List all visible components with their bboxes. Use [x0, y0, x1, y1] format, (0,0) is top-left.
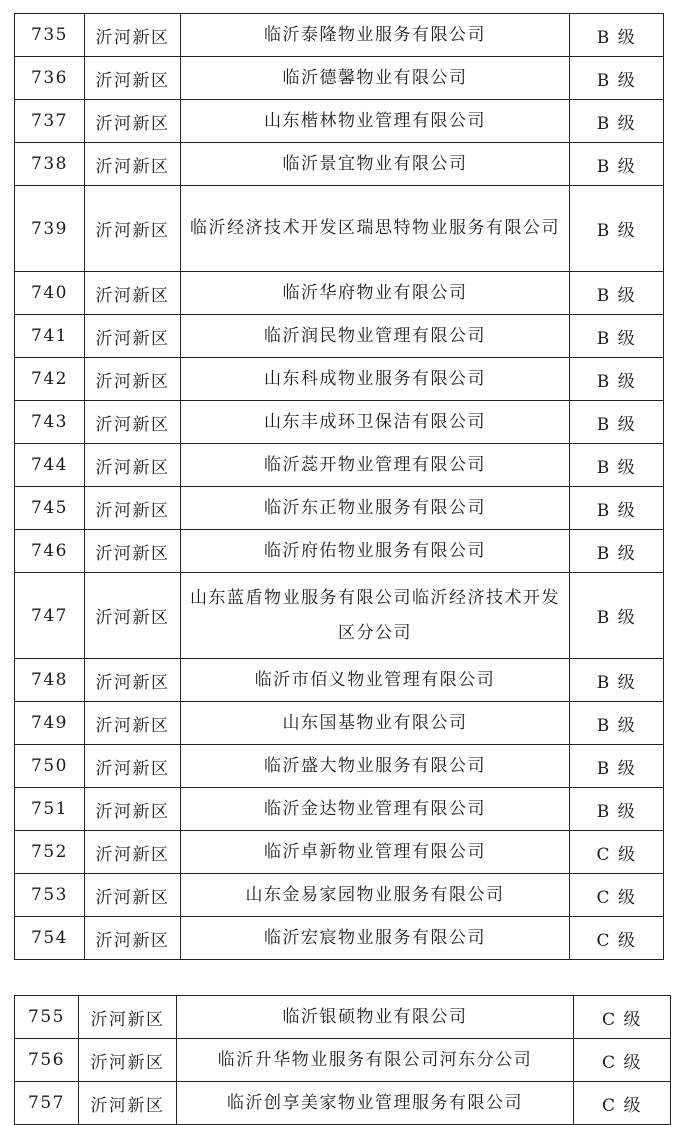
grade-cell: B 级 — [570, 315, 664, 358]
grade-cell: B 级 — [570, 358, 664, 401]
table-row — [15, 1039, 671, 1082]
table-row — [15, 100, 664, 143]
district-cell: 沂河新区 — [79, 996, 177, 1039]
grade-cell: B 级 — [570, 401, 664, 444]
row-number: 736 — [15, 57, 85, 100]
row-number: 738 — [15, 143, 85, 186]
table-row — [15, 874, 664, 917]
district-cell: 沂河新区 — [85, 573, 181, 659]
table-row — [15, 401, 664, 444]
district-cell: 沂河新区 — [85, 788, 181, 831]
company-name-cell: 临沂宏宸物业服务有限公司 — [181, 917, 570, 960]
table-row — [15, 788, 664, 831]
district-cell: 沂河新区 — [85, 143, 181, 186]
table-row — [15, 57, 664, 100]
row-number: 737 — [15, 100, 85, 143]
grade-cell: C 级 — [570, 917, 664, 960]
district-cell: 沂河新区 — [85, 702, 181, 745]
grade-cell: C 级 — [570, 831, 664, 874]
district-cell: 沂河新区 — [85, 917, 181, 960]
district-cell: 沂河新区 — [85, 358, 181, 401]
grade-cell: B 级 — [570, 143, 664, 186]
district-cell: 沂河新区 — [79, 1039, 177, 1082]
table-row — [15, 186, 664, 272]
company-name-cell: 临沂府佑物业服务有限公司 — [181, 530, 570, 573]
company-name-cell: 山东楷林物业管理有限公司 — [181, 100, 570, 143]
grade-cell: B 级 — [570, 272, 664, 315]
company-name-cell: 山东国基物业有限公司 — [181, 702, 570, 745]
row-number: 743 — [15, 401, 85, 444]
table-row — [15, 917, 664, 960]
district-cell: 沂河新区 — [85, 530, 181, 573]
company-name-cell: 山东丰成环卫保洁有限公司 — [181, 401, 570, 444]
grade-cell: B 级 — [570, 444, 664, 487]
district-cell: 沂河新区 — [85, 14, 181, 57]
company-grade-table-1 — [14, 13, 664, 960]
row-number: 742 — [15, 358, 85, 401]
company-name-cell: 临沂市佰义物业管理有限公司 — [181, 659, 570, 702]
grade-cell: C 级 — [574, 1039, 671, 1082]
district-cell: 沂河新区 — [85, 401, 181, 444]
row-number: 735 — [15, 14, 85, 57]
company-name-cell: 临沂蕊开物业管理有限公司 — [181, 444, 570, 487]
grade-cell: B 级 — [570, 745, 664, 788]
district-cell: 沂河新区 — [85, 874, 181, 917]
company-name-cell: 临沂华府物业有限公司 — [181, 272, 570, 315]
row-number: 750 — [15, 745, 85, 788]
table-row — [15, 702, 664, 745]
grade-cell: B 级 — [570, 487, 664, 530]
row-number: 755 — [15, 996, 79, 1039]
row-number: 752 — [15, 831, 85, 874]
district-cell: 沂河新区 — [85, 100, 181, 143]
grade-cell: B 级 — [570, 788, 664, 831]
table-row — [15, 659, 664, 702]
company-name-cell: 临沂创享美家物业管理服务有限公司 — [177, 1082, 574, 1125]
grade-cell: C 级 — [570, 874, 664, 917]
grade-cell: B 级 — [570, 573, 664, 659]
company-name-cell: 山东蓝盾物业服务有限公司临沂经济技术开发区分公司 — [181, 573, 570, 659]
district-cell: 沂河新区 — [85, 444, 181, 487]
district-cell: 沂河新区 — [85, 659, 181, 702]
table-row — [15, 573, 664, 659]
table-row — [15, 831, 664, 874]
company-name-cell: 临沂景宜物业有限公司 — [181, 143, 570, 186]
row-number: 740 — [15, 272, 85, 315]
company-name-cell: 临沂德馨物业有限公司 — [181, 57, 570, 100]
row-number: 753 — [15, 874, 85, 917]
grade-cell: B 级 — [570, 186, 664, 272]
district-cell: 沂河新区 — [85, 272, 181, 315]
company-name-cell: 山东金易家园物业服务有限公司 — [181, 874, 570, 917]
table-row — [15, 272, 664, 315]
company-name-cell: 临沂泰隆物业服务有限公司 — [181, 14, 570, 57]
company-name-cell: 临沂经济技术开发区瑞思特物业服务有限公司 — [181, 186, 570, 272]
grade-cell: C 级 — [574, 1082, 671, 1125]
grade-cell: B 级 — [570, 14, 664, 57]
grade-cell: B 级 — [570, 659, 664, 702]
table-row — [15, 1082, 671, 1125]
table-row — [15, 996, 671, 1039]
company-name-cell: 临沂东正物业服务有限公司 — [181, 487, 570, 530]
grade-cell: B 级 — [570, 100, 664, 143]
company-name-cell: 临沂升华物业服务有限公司河东分公司 — [177, 1039, 574, 1082]
table-row — [15, 358, 664, 401]
table-row — [15, 143, 664, 186]
company-grade-table-2 — [14, 995, 671, 1125]
table-row — [15, 14, 664, 57]
district-cell: 沂河新区 — [85, 315, 181, 358]
table-row — [15, 745, 664, 788]
district-cell: 沂河新区 — [85, 487, 181, 530]
row-number: 741 — [15, 315, 85, 358]
table-row — [15, 487, 664, 530]
table-row — [15, 444, 664, 487]
district-cell: 沂河新区 — [85, 57, 181, 100]
row-number: 756 — [15, 1039, 79, 1082]
row-number: 747 — [15, 573, 85, 659]
row-number: 751 — [15, 788, 85, 831]
row-number: 749 — [15, 702, 85, 745]
company-name-cell: 临沂润民物业管理有限公司 — [181, 315, 570, 358]
company-name-cell: 山东科成物业服务有限公司 — [181, 358, 570, 401]
row-number: 757 — [15, 1082, 79, 1125]
company-name-cell: 临沂卓新物业管理有限公司 — [181, 831, 570, 874]
district-cell: 沂河新区 — [85, 745, 181, 788]
company-name-cell: 临沂金达物业管理有限公司 — [181, 788, 570, 831]
district-cell: 沂河新区 — [85, 186, 181, 272]
row-number: 754 — [15, 917, 85, 960]
company-name-cell: 临沂盛大物业服务有限公司 — [181, 745, 570, 788]
row-number: 746 — [15, 530, 85, 573]
district-cell: 沂河新区 — [79, 1082, 177, 1125]
grade-cell: B 级 — [570, 530, 664, 573]
company-name-cell: 临沂银硕物业有限公司 — [177, 996, 574, 1039]
row-number: 744 — [15, 444, 85, 487]
grade-cell: B 级 — [570, 702, 664, 745]
grade-cell: B 级 — [570, 57, 664, 100]
row-number: 739 — [15, 186, 85, 272]
grade-cell: C 级 — [574, 996, 671, 1039]
row-number: 748 — [15, 659, 85, 702]
row-number: 745 — [15, 487, 85, 530]
table-row — [15, 530, 664, 573]
table-row — [15, 315, 664, 358]
district-cell: 沂河新区 — [85, 831, 181, 874]
